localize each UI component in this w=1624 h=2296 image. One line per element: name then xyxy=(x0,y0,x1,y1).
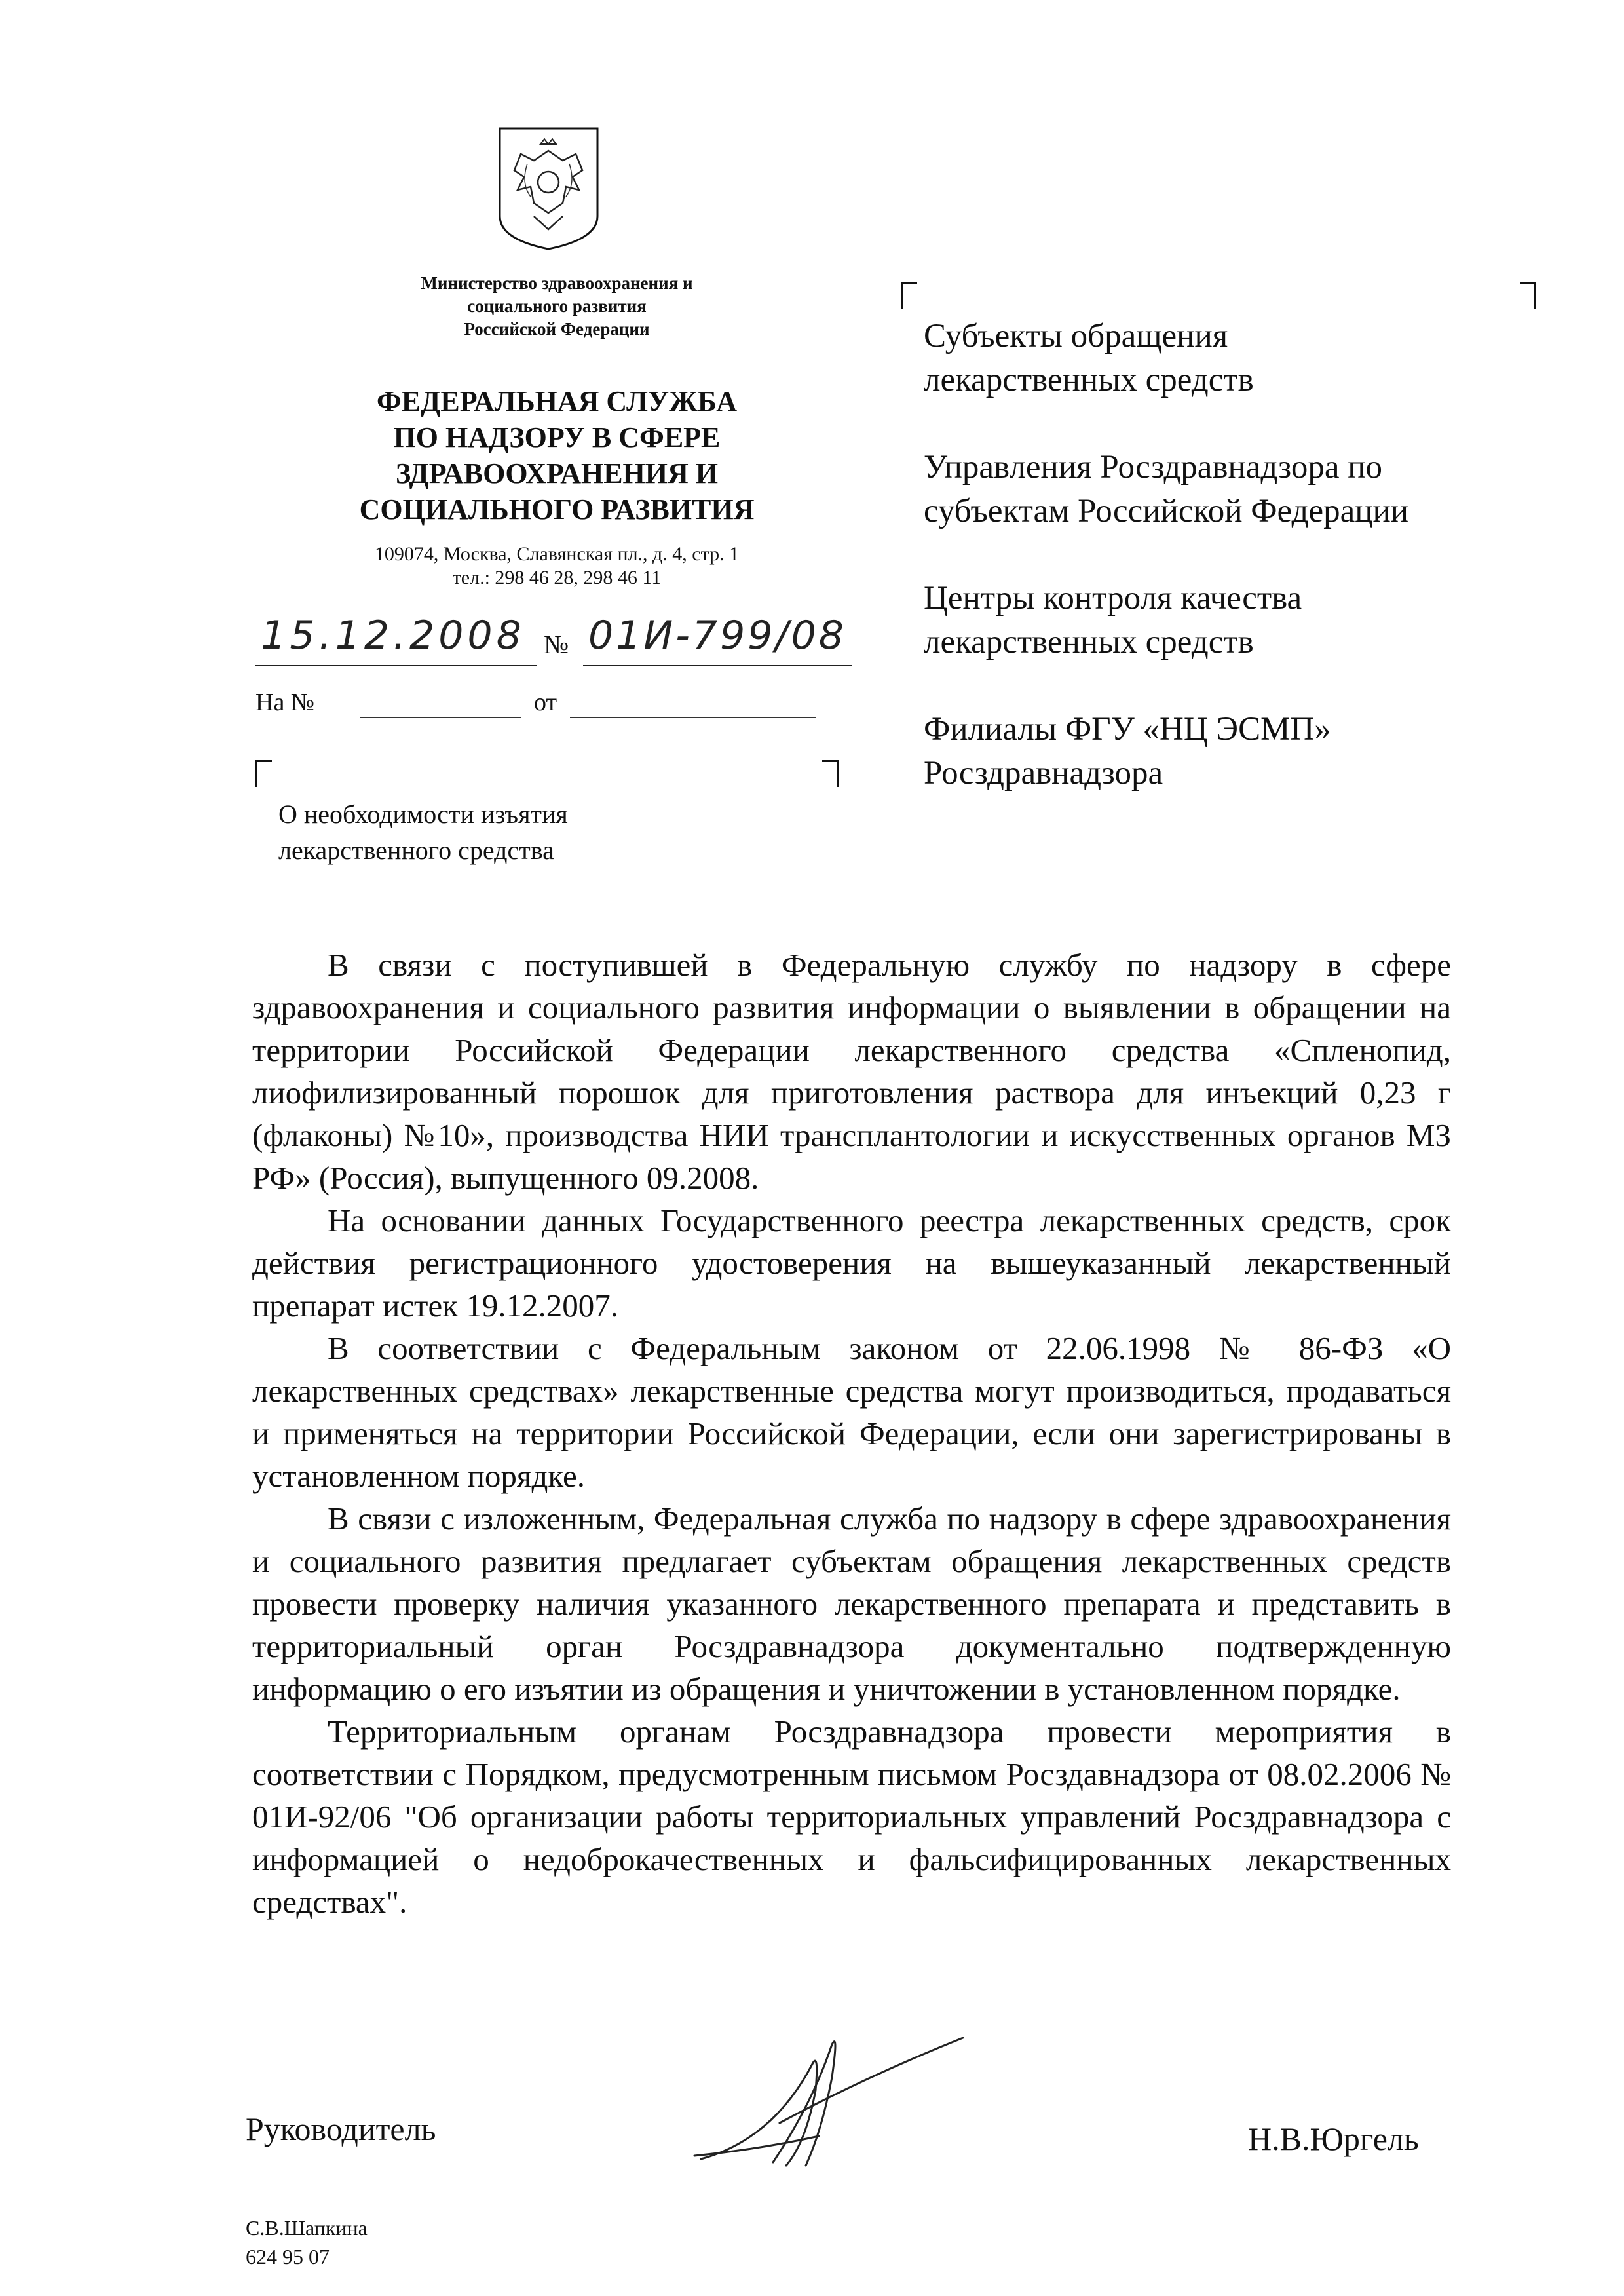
body-paragraph: В соответствии с Федеральным законом от 22.06.1998 № 86-ФЗ «О лекарственных средствах» лекарственные средства могут производиться, продаваться и применяться на территории Российской Федерации, если они зарегистрированы в установленном порядке. xyxy=(252,1330,1451,1494)
reference-line xyxy=(255,688,845,727)
signatory-title: Руководитель xyxy=(246,2111,436,2147)
letter-body xyxy=(252,944,1451,1923)
na-label: На № xyxy=(255,689,315,716)
letter-subject: О необходимости изъятия лекарственного средства xyxy=(278,799,568,865)
ot-blank xyxy=(570,717,816,718)
na-blank xyxy=(360,717,521,718)
body-paragraph: На основании данных Государственного реестра лекарственных средств, срок действия регистрационного удостоверения на вышеуказанный лекарственный препарат истек 19.12.2007. xyxy=(252,1202,1451,1324)
number-underline xyxy=(583,665,852,666)
addressee-item: Филиалы ФГУ «НЦ ЭСМП» Росздравнадзора xyxy=(924,711,1331,792)
handwritten-signature xyxy=(681,2025,970,2175)
executor-phone: 624 95 07 xyxy=(246,2245,330,2268)
registration-date: 15.12.2008 xyxy=(261,613,525,659)
addressee-list xyxy=(924,315,1526,839)
registration-number: 01И-799/08 xyxy=(588,613,846,659)
addressee-corner-left xyxy=(901,282,917,309)
ministry-name: Министерство здравоохранения и социального развития Российской Федерации xyxy=(421,273,693,339)
coat-of-arms-emblem xyxy=(495,124,603,252)
addressee-corner-right xyxy=(1520,282,1536,309)
service-name: ФЕДЕРАЛЬНАЯ СЛУЖБА ПО НАДЗОРУ В СФЕРЕ ЗДРАВООХРАНЕНИЯ И СОЦИАЛЬНОГО РАЗВИТИЯ xyxy=(359,385,755,526)
addressee-item: Управления Росздравнадзора по субъектам Российской Федерации xyxy=(924,449,1409,529)
subject-corner-right xyxy=(822,760,839,787)
registration-line xyxy=(255,600,845,678)
addressee-item: Центры контроля качества лекарственных средств xyxy=(924,580,1302,660)
service-address: 109074, Москва, Славянская пл., д. 4, стр. 1 тел.: 298 46 28, 298 46 11 xyxy=(374,543,740,588)
number-label: № xyxy=(544,630,569,659)
executor-name: С.В.Шапкина xyxy=(246,2216,368,2240)
addressee-item: Субъекты обращения лекарственных средств xyxy=(924,318,1254,398)
body-paragraph: Территориальным органам Росздравнадзора провести мероприятия в соответствии с Порядком, предусмотренным письмом Росздавнадзора от 08.02.2006 № 01И-92/06 "Об организации работы территориальных управлений Росздравнадзора с информацией о недоброкачественных и фальсифицированных лекарственных средствах". xyxy=(252,1713,1451,1920)
body-paragraph: В связи с поступившей в Федеральную службу по надзору в сфере здравоохранения и социального развития информации о выявлении в обращении на территории Российской Федерации лекарственного средства «Спленопид, лиофилизированный порошок для приготовления раствора для инъекций 0,23 г (флаконы) №10», производства НИИ трансплантологии и искусственных органов МЗ РФ» (Россия), выпущенного 09.2008. xyxy=(252,947,1451,1196)
ot-label: от xyxy=(534,689,557,716)
date-underline xyxy=(255,665,537,666)
body-paragraph: В связи с изложенным, Федеральная служба по надзору в сфере здравоохранения и социального развития предлагает субъектам обращения лекарственных средств провести проверку наличия указанного лекарственного препарата и представить в территориальный орган Росздравнадзора документально подтвержденную информацию о его изъятии из обращения и уничтожении в установленном порядке. xyxy=(252,1501,1451,1707)
executor-info xyxy=(246,2213,368,2271)
subject-corner-left xyxy=(255,760,272,787)
signatory-name: Н.В.Юргель xyxy=(1248,2120,1419,2157)
